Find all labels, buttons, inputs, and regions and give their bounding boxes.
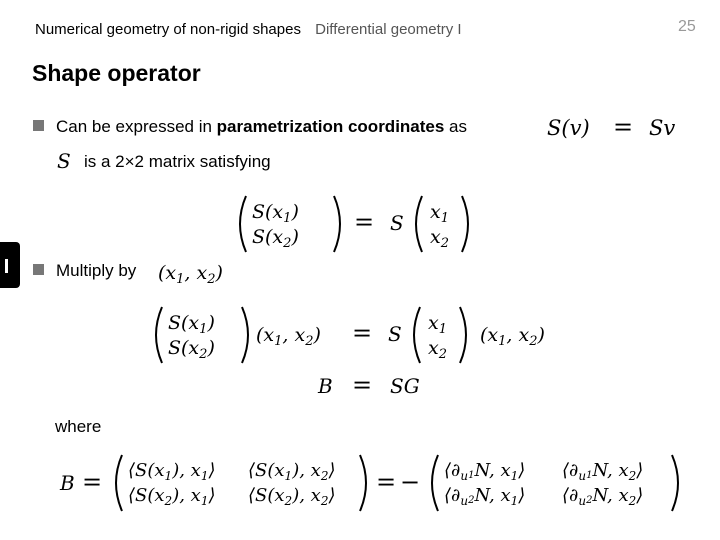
course-title: Numerical geometry of non-rigid shapes xyxy=(35,21,301,38)
bullet-square-icon xyxy=(33,120,44,131)
svg-text:⟨S(x2), x1⟩: $⟨S(x_2)$, $x_1⟩$ xyxy=(128,485,216,508)
svg-text:x2: $x_2$ xyxy=(428,337,447,362)
svg-text:=: = xyxy=(82,468,103,496)
symbol-s xyxy=(55,148,77,176)
svg-text:B: B xyxy=(318,374,333,398)
bullet-parametrization: Can be expressed in parametrization coordinates as xyxy=(33,117,467,137)
eq-equals: = xyxy=(613,113,634,141)
svg-text:S(x1): $S(x_1)$ xyxy=(252,201,299,226)
svg-text:S(x2): $S(x_2)$ xyxy=(252,226,299,251)
svg-text:⟨∂u2N, x2⟩: $⟨\partial_u2N$, $x_2⟩$ xyxy=(562,485,644,508)
svg-text:S(x2): $S(x_2)$ xyxy=(168,337,215,362)
sidebar-tab xyxy=(0,242,20,288)
equation-x1x2 xyxy=(156,258,246,288)
svg-text:x1: $x_1$ xyxy=(428,312,447,337)
svg-text:S(x1): $S(x_1)$ xyxy=(168,312,215,337)
svg-text:⟨∂u1N, x1⟩: $⟨\partial_u1N$, $x_1⟩$ xyxy=(444,460,526,483)
eq-lhs: S(v) xyxy=(547,116,590,140)
svg-text:=: = xyxy=(376,468,397,496)
svg-text:=: = xyxy=(352,371,373,399)
where-label: where xyxy=(55,417,102,436)
slide-title: Shape operator xyxy=(32,60,201,86)
eq-rhs: Sv xyxy=(649,116,676,140)
equation-sv xyxy=(545,112,685,144)
slide-header xyxy=(35,21,462,38)
svg-text:=: = xyxy=(352,319,373,347)
svg-text:SG: SG xyxy=(390,374,420,398)
bullet-square-icon xyxy=(33,264,44,275)
section-title: Differential geometry I xyxy=(315,21,462,38)
sidebar-tab-mark xyxy=(5,259,8,273)
svg-text:−: − xyxy=(400,468,421,496)
svg-text:⟨∂u2N, x1⟩: $⟨\partial_u2N$, $x_1⟩$ xyxy=(444,485,526,508)
svg-text:B: B xyxy=(60,471,75,495)
svg-text:(x1, x2): ($x_1$, $x_2$) xyxy=(480,324,545,349)
equation-b-sg xyxy=(316,370,436,402)
svg-text:=: = xyxy=(354,208,375,236)
svg-text:x2: $x_2$ xyxy=(430,226,449,251)
svg-text:(x1, x2): ($x_1$, $x_2$) xyxy=(158,262,223,287)
svg-text:⟨S(x1), x2⟩: $⟨S(x_1)$, $x_2⟩$ xyxy=(248,460,336,483)
bullet-multiply: Multiply by xyxy=(33,261,136,281)
svg-text:x1: $x_1$ xyxy=(430,201,449,226)
svg-text:S: S xyxy=(57,149,71,173)
svg-text:S: S xyxy=(390,211,404,235)
equation-matrix-2 xyxy=(146,303,566,367)
svg-text:(x1, x2): ($x_1$, $x_2$) xyxy=(256,324,321,349)
equation-b-matrix xyxy=(58,452,688,514)
equation-matrix-1 xyxy=(230,192,490,256)
page-number: 25 xyxy=(678,18,696,35)
matrix-description: is a 2×2 matrix satisfying xyxy=(84,152,271,171)
svg-text:⟨∂u1N, x2⟩: $⟨\partial_u1N$, $x_2⟩$ xyxy=(562,460,644,483)
svg-text:S: S xyxy=(388,322,402,346)
svg-text:⟨S(x2), x2⟩: $⟨S(x_2)$, $x_2⟩$ xyxy=(248,485,336,508)
svg-text:⟨S(x1), x1⟩: $⟨S(x_1)$, $x_1⟩$ xyxy=(128,460,216,483)
bold-term: parametrization coordinates xyxy=(216,117,445,136)
